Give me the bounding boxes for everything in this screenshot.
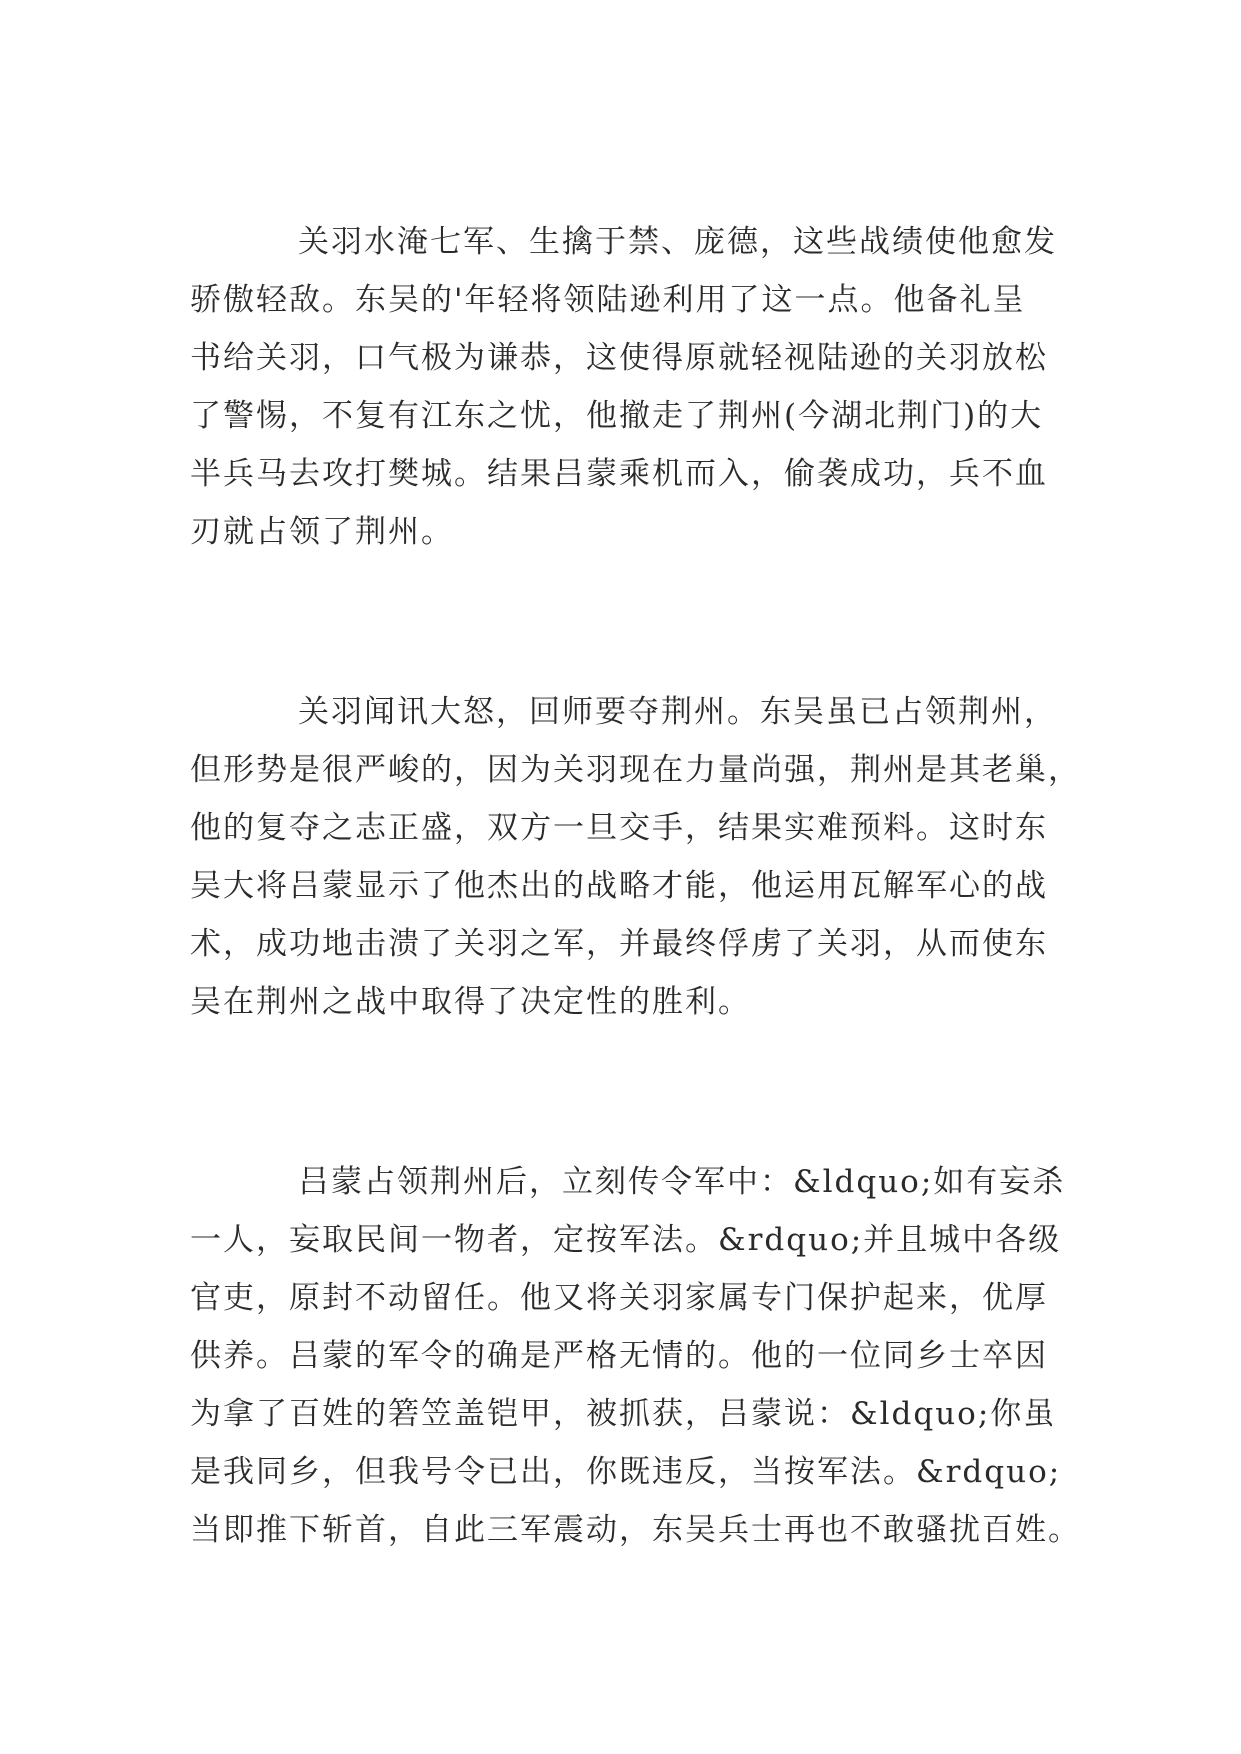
paragraph-line: 关羽闻讯大怒，回师要夺荆州。东吴虽已占领荆州， (298, 694, 1057, 730)
paragraph-3 (190, 1153, 1081, 1559)
paragraph-line: 官吏，原封不动留任。他又将关羽家属专门保护起来，优厚 (190, 1280, 1048, 1316)
paragraph-line: 半兵马去攻打樊城。结果吕蒙乘机而入，偷袭成功，兵不血 (190, 456, 1048, 492)
paragraph-line: 是我同乡，但我号令已出，你既违反，当按军法。&rdquo; (190, 1454, 1062, 1490)
paragraph-1 (190, 213, 1057, 561)
paragraph-line: 了警惕，不复有江东之忧，他撤走了荆州(今湖北荆门)的大 (190, 398, 1044, 434)
paragraph-line: 一人，妄取民间一物者，定按军法。&rdquo;并且城中各级 (190, 1222, 1062, 1258)
paragraph-2 (190, 683, 1081, 1031)
paragraph-line: 书给关羽，口气极为谦恭，这使得原就轻视陆逊的关羽放松 (190, 340, 1048, 376)
paragraph-line: 吴大将吕蒙显示了他杰出的战略才能，他运用瓦解军心的战 (190, 868, 1048, 904)
paragraph-line: 为拿了百姓的箬笠盖铠甲，被抓获，吕蒙说：&ldquo;你虽 (190, 1396, 1057, 1432)
paragraph-line: 关羽水淹七军、生擒于禁、庞德，这些战绩使他愈发 (298, 224, 1057, 260)
paragraph-line: 术，成功地击溃了关羽之军，并最终俘虏了关羽，从而使东 (190, 926, 1048, 962)
paragraph-line: 吴在荆州之战中取得了决定性的胜利。 (190, 984, 751, 1020)
paragraph-line: 但形势是很严峻的，因为关羽现在力量尚强，荆州是其老巢， (190, 752, 1081, 788)
paragraph-line: 他的复夺之志正盛，双方一旦交手，结果实难预料。这时东 (190, 810, 1048, 846)
paragraph-line: 骄傲轻敌。东吴的'年轻将领陆逊利用了这一点。他备礼呈 (190, 282, 1026, 318)
paragraph-line: 刃就占领了荆州。 (190, 514, 454, 550)
paragraph-line: 供养。吕蒙的军令的确是严格无情的。他的一位同乡士卒因 (190, 1338, 1048, 1374)
paragraph-line: 当即推下斩首，自此三军震动，东吴兵士再也不敢骚扰百姓。 (190, 1512, 1081, 1548)
paragraph-line: 吕蒙占领荆州后，立刻传令军中：&ldquo;如有妄杀 (298, 1164, 1066, 1200)
